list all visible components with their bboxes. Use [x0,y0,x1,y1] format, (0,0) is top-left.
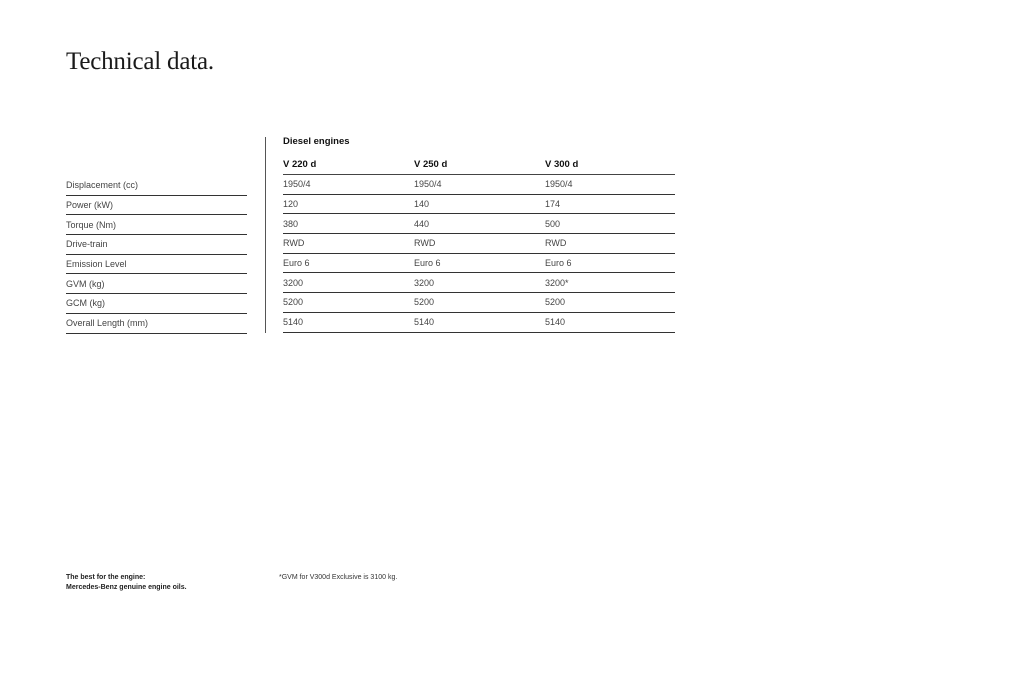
table-cell: 5140 [414,317,435,328]
spec-label: Displacement (cc) [66,180,139,191]
table-cell: Euro 6 [414,258,441,269]
table-row [283,214,675,234]
engine-oil-note [66,573,187,593]
table-cell: 1950/4 [283,179,311,190]
table-cell: Euro 6 [545,258,572,269]
spec-label: Emission Level [66,259,127,270]
vertical-divider [265,137,266,333]
table-cell: 174 [545,199,561,210]
table-cell: 3200 [283,277,304,288]
spec-label: GVM (kg) [66,278,105,289]
spec-label: Drive-train [66,239,108,250]
spec-label-row [66,196,247,216]
spec-label-row [66,294,247,314]
table-cell: 5140 [545,317,566,328]
table-cell: RWD [414,238,436,249]
table-cell: 5140 [283,317,304,328]
table-row [283,293,675,313]
model-header: V 300 d [545,159,579,170]
model-header: V 250 d [414,159,448,170]
spec-table [283,135,675,333]
spec-label: Overall Length (mm) [66,318,149,329]
engine-oil-note-line1: The best for the engine: [66,574,146,581]
table-row [283,313,675,333]
table-cell: 1950/4 [414,179,442,190]
spec-label-row [66,235,247,255]
table-cell: 500 [545,218,561,229]
spec-label-row [66,176,247,196]
table-cell: 1950/4 [545,179,573,190]
spec-label: Torque (Nm) [66,219,117,230]
table-row [283,195,675,215]
model-header-row [283,155,675,175]
table-cell: 5200 [414,297,435,308]
gvm-footnote: *GVM for V300d Exclusive is 3100 kg. [279,574,398,581]
table-cell: 380 [283,218,299,229]
table-cell: 3200 [414,277,435,288]
table-cell: 120 [283,199,299,210]
table-cell: 140 [414,199,430,210]
model-header: V 220 d [283,159,317,170]
group-heading: Diesel engines [283,136,350,147]
table-row [283,273,675,293]
table-cell: RWD [283,238,305,249]
table-row [283,234,675,254]
spec-label-row [66,274,247,294]
page-title: Technical data. [66,48,214,75]
table-cell: 440 [414,218,430,229]
spec-label: GCM (kg) [66,298,105,309]
spec-label-row [66,215,247,235]
engine-oil-note-line2: Mercedes-Benz genuine engine oils. [66,584,187,591]
table-row [283,254,675,274]
spec-label-row [66,314,247,334]
spec-label-row [66,255,247,275]
table-cell: 5200 [283,297,304,308]
table-row [283,175,675,195]
table-cell: RWD [545,238,567,249]
table-cell: Euro 6 [283,258,310,269]
spec-label-column [66,176,247,334]
table-cell: 3200* [545,277,569,288]
spec-label: Power (kW) [66,200,113,211]
table-cell: 5200 [545,297,566,308]
